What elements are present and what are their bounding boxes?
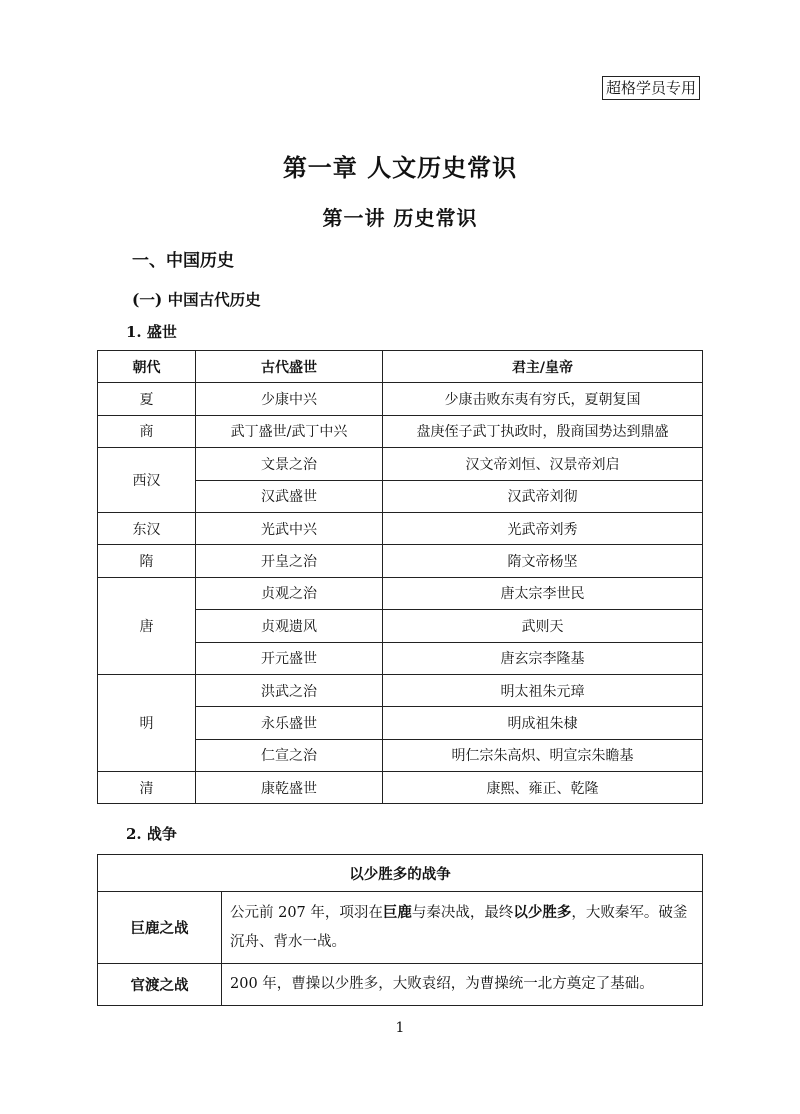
header-dynasty: 朝代 xyxy=(98,351,196,383)
ruler-cell: 明成祖朱棣 xyxy=(383,707,703,739)
desc-emphasis: 巨鹿 xyxy=(382,904,412,921)
era-cell: 贞观之治 xyxy=(196,577,383,609)
prosperous-eras-table xyxy=(97,350,703,804)
ruler-cell: 武则天 xyxy=(383,610,703,642)
ruler-cell: 汉文帝刘恒、汉景帝刘启 xyxy=(383,448,703,480)
dynasty-cell: 清 xyxy=(98,772,196,804)
ruler-cell: 光武帝刘秀 xyxy=(383,512,703,544)
table-row xyxy=(98,545,703,577)
table-row xyxy=(98,415,703,447)
subsection-heading: (一) 中国古代历史 xyxy=(132,290,261,309)
ruler-cell: 隋文帝杨坚 xyxy=(383,545,703,577)
table-row xyxy=(98,448,703,480)
table-row xyxy=(98,674,703,706)
table-row xyxy=(98,577,703,609)
era-cell: 仁宣之治 xyxy=(196,739,383,771)
table-header-row xyxy=(98,351,703,383)
item-heading-prosperity: 1. 盛世 xyxy=(126,323,177,341)
ruler-cell: 明仁宗朱高炽、明宣宗朱瞻基 xyxy=(383,739,703,771)
era-cell: 贞观遗风 xyxy=(196,610,383,642)
era-cell: 洪武之治 xyxy=(196,674,383,706)
era-cell: 少康中兴 xyxy=(196,383,383,415)
lecture-title: 第一讲 历史常识 xyxy=(322,206,478,230)
era-cell: 开皇之治 xyxy=(196,545,383,577)
table-row xyxy=(98,772,703,804)
ruler-cell: 盘庚侄子武丁执政时，殷商国势达到鼎盛 xyxy=(383,415,703,447)
ruler-cell: 唐太宗李世民 xyxy=(383,577,703,609)
section-heading: 一、中国历史 xyxy=(132,251,234,271)
battle-name: 官渡之战 xyxy=(98,964,222,1006)
battles-table xyxy=(97,854,703,1006)
table-row xyxy=(98,892,703,964)
era-cell: 康乾盛世 xyxy=(196,772,383,804)
desc-text: 公元前 207 年，项羽在 xyxy=(230,905,383,921)
item-heading-wars: 2. 战争 xyxy=(126,825,177,843)
ruler-cell: 唐玄宗李隆基 xyxy=(383,642,703,674)
dynasty-cell: 西汉 xyxy=(98,448,196,513)
chapter-title: 第一章 人文历史常识 xyxy=(282,153,518,182)
era-cell: 武丁盛世/武丁中兴 xyxy=(196,415,383,447)
dynasty-cell: 明 xyxy=(98,674,196,771)
era-cell: 开元盛世 xyxy=(196,642,383,674)
dynasty-cell: 夏 xyxy=(98,383,196,415)
ruler-cell: 明太祖朱元璋 xyxy=(383,674,703,706)
table-row xyxy=(98,383,703,415)
student-only-badge: 超格学员专用 xyxy=(602,76,700,100)
battle-name: 巨鹿之战 xyxy=(98,892,222,964)
era-cell: 永乐盛世 xyxy=(196,707,383,739)
desc-emphasis: 以少胜多 xyxy=(513,904,572,921)
table-row xyxy=(98,964,703,1006)
desc-text: 与秦决战，最终 xyxy=(411,905,514,921)
ruler-cell: 汉武帝刘彻 xyxy=(383,480,703,512)
dynasty-cell: 唐 xyxy=(98,577,196,674)
era-cell: 文景之治 xyxy=(196,448,383,480)
header-ruler: 君主/皇帝 xyxy=(383,351,703,383)
ruler-cell: 康熙、雍正、乾隆 xyxy=(383,772,703,804)
battle-description: 200 年，曹操以少胜多，大败袁绍，为曹操统一北方奠定了基础。 xyxy=(222,964,703,1006)
era-cell: 光武中兴 xyxy=(196,512,383,544)
dynasty-cell: 隋 xyxy=(98,545,196,577)
battle-description xyxy=(222,892,703,964)
table-caption-row xyxy=(98,855,703,892)
page-number: 1 xyxy=(395,1020,405,1036)
era-cell: 汉武盛世 xyxy=(196,480,383,512)
dynasty-cell: 商 xyxy=(98,415,196,447)
header-era: 古代盛世 xyxy=(196,351,383,383)
table-row xyxy=(98,512,703,544)
desc-text: ，大败秦军。破釜沉舟、背水一战。 xyxy=(230,905,688,950)
dynasty-cell: 东汉 xyxy=(98,512,196,544)
table-caption: 以少胜多的战争 xyxy=(98,855,703,892)
ruler-cell: 少康击败东夷有穷氏，夏朝复国 xyxy=(383,383,703,415)
